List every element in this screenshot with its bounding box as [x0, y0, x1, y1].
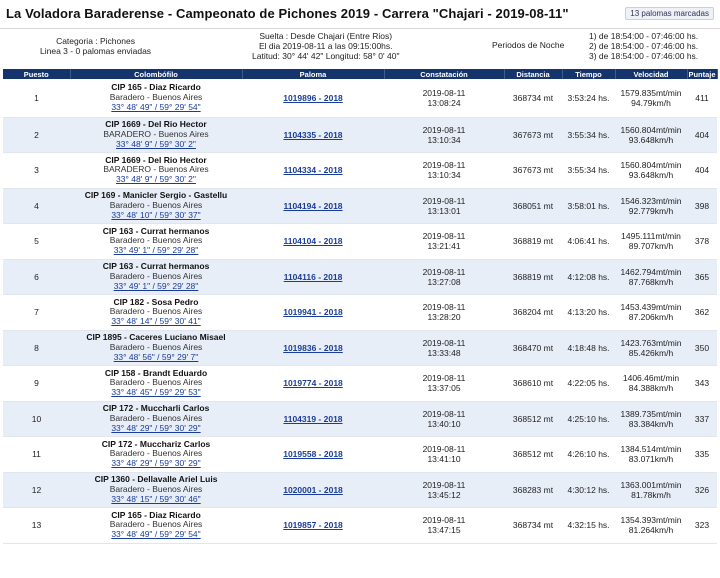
table-row	[3, 259, 717, 295]
speed-mt-min: 1560.804mt/min	[620, 124, 682, 135]
time-cell: 4:26:10 hs.	[562, 437, 615, 473]
column-header-fancier[interactable]: Colombófilo	[70, 69, 242, 79]
arrival-time: 13:47:15	[427, 525, 461, 536]
speed-cell	[615, 401, 687, 437]
speed-km-h: 83.071km/h	[628, 454, 674, 465]
speed-mt-min: 1462.794mt/min	[620, 266, 682, 277]
night-period: 2) de 18:54:00 - 07:46:00 hs.	[589, 41, 699, 51]
column-header-speed[interactable]: Velocidad	[615, 69, 687, 79]
arrival-cell	[384, 153, 504, 189]
fancier-cell	[70, 330, 242, 366]
category-label: Categoria : Pichones	[56, 36, 135, 46]
pigeon-ring-link[interactable]: 1104194 - 2018	[283, 200, 343, 211]
speed-mt-min: 1406.46mt/min	[622, 373, 680, 384]
speed-mt-min: 1579.835mt/min	[620, 87, 682, 98]
fancier-coords-link[interactable]: 33° 48' 29" / 59° 30' 29"	[111, 422, 201, 433]
fancier-location: Baradero - Buenos Aires	[109, 412, 203, 423]
distance-cell: 368283 mt	[504, 472, 562, 508]
fancier-location: Baradero - Buenos Aires	[109, 483, 203, 494]
table-row	[3, 295, 717, 331]
arrival-time: 13:10:34	[427, 134, 461, 145]
fancier-location: Baradero - Buenos Aires	[109, 199, 203, 210]
fancier-name: CIP 1669 - Del Rio Hector	[105, 154, 207, 165]
fancier-coords-link[interactable]: 33° 48' 9" / 59° 30' 2"	[116, 174, 196, 185]
position-cell: 5	[3, 224, 70, 260]
table-row	[3, 437, 717, 473]
fancier-cell	[70, 188, 242, 224]
fancier-location: Baradero - Buenos Aires	[109, 448, 203, 459]
speed-km-h: 81.78km/h	[631, 489, 671, 500]
speed-km-h: 87.206km/h	[628, 312, 674, 323]
position-cell: 7	[3, 295, 70, 331]
points-cell: 411	[687, 79, 717, 117]
speed-mt-min: 1363.001mt/min	[620, 479, 682, 490]
pigeon-cell	[242, 401, 384, 437]
time-cell: 4:32:15 hs.	[562, 508, 615, 544]
points-cell: 365	[687, 259, 717, 295]
fancier-coords-link[interactable]: 33° 48' 29" / 59° 30' 29"	[111, 458, 201, 469]
fancier-coords-link[interactable]: 33° 48' 9" / 59° 30' 2"	[116, 138, 196, 149]
points-cell: 398	[687, 188, 717, 224]
night-periods-list	[589, 31, 698, 61]
position-cell: 1	[3, 79, 70, 117]
table-row	[3, 188, 717, 224]
arrival-date: 2019-08-11	[422, 373, 466, 384]
arrival-date: 2019-08-11	[422, 124, 466, 135]
pigeon-ring-link[interactable]: 1019836 - 2018	[283, 342, 343, 353]
time-cell: 4:22:05 hs.	[562, 366, 615, 402]
arrival-time: 13:10:34	[427, 170, 461, 181]
fancier-location: Baradero - Buenos Aires	[109, 377, 203, 388]
points-cell: 350	[687, 330, 717, 366]
table-row	[3, 79, 717, 117]
time-cell: 3:53:24 hs.	[562, 79, 615, 117]
speed-mt-min: 1453.439mt/min	[620, 302, 682, 313]
fancier-cell	[70, 259, 242, 295]
arrival-cell	[384, 188, 504, 224]
points-cell: 326	[687, 472, 717, 508]
column-header-distance[interactable]: Distancia	[504, 69, 562, 79]
arrival-time: 13:33:48	[427, 347, 461, 358]
time-cell: 4:13:20 hs.	[562, 295, 615, 331]
fancier-cell	[70, 224, 242, 260]
table-row	[3, 330, 717, 366]
arrival-date: 2019-08-11	[422, 160, 466, 171]
fancier-location: Baradero - Buenos Aires	[109, 306, 203, 317]
fancier-cell	[70, 508, 242, 544]
marked-count-badge[interactable]: 13 palomas marcadas	[625, 7, 714, 20]
column-header-time[interactable]: Tiempo	[562, 69, 615, 79]
fancier-name: CIP 1669 - Del Rio Hector	[105, 119, 207, 130]
night-periods-label: Periodos de Noche	[492, 40, 565, 50]
distance-cell: 367673 mt	[504, 153, 562, 189]
position-cell: 9	[3, 366, 70, 402]
speed-mt-min: 1423.763mt/min	[620, 337, 682, 348]
fancier-cell	[70, 472, 242, 508]
speed-cell	[615, 472, 687, 508]
arrival-date: 2019-08-11	[422, 302, 466, 313]
pigeon-cell	[242, 153, 384, 189]
speed-mt-min: 1384.514mt/min	[620, 444, 682, 455]
arrival-cell	[384, 295, 504, 331]
distance-cell: 368051 mt	[504, 188, 562, 224]
fancier-location: BARADERO - Buenos Aires	[103, 128, 209, 139]
speed-km-h: 87.768km/h	[628, 276, 674, 287]
release-coords: Latitud: 30° 44' 42" Longitud: 58° 0' 40"	[252, 51, 400, 61]
table-row	[3, 224, 717, 260]
arrival-cell	[384, 366, 504, 402]
distance-cell: 368610 mt	[504, 366, 562, 402]
page-title: La Voladora Baraderense - Campeonato de Pichones 2019 - Carrera "Chajari - 2019-08-11"	[6, 6, 569, 21]
fancier-name: CIP 158 - Brandt Eduardo	[104, 367, 208, 378]
pigeon-cell	[242, 508, 384, 544]
fancier-name: CIP 163 - Currat hermanos	[102, 261, 210, 272]
table-header-row	[3, 69, 717, 79]
pigeon-cell	[242, 259, 384, 295]
fancier-cell	[70, 153, 242, 189]
distance-cell: 368734 mt	[504, 508, 562, 544]
fancier-name: CIP 172 - Mucchariz Carlos	[101, 438, 211, 449]
speed-km-h: 81.264km/h	[628, 525, 674, 536]
pigeon-ring-link[interactable]: 1104319 - 2018	[283, 413, 343, 424]
points-cell: 343	[687, 366, 717, 402]
fancier-coords-link[interactable]: 33° 48' 15" / 59° 30' 46"	[111, 493, 201, 504]
time-cell: 3:55:34 hs.	[562, 153, 615, 189]
table-row	[3, 153, 717, 189]
arrival-cell	[384, 401, 504, 437]
arrival-cell	[384, 437, 504, 473]
speed-cell	[615, 437, 687, 473]
release-date: El dia 2019-08-11 a las 09:15:00hs.	[258, 41, 393, 51]
arrival-cell	[384, 117, 504, 153]
pigeon-cell	[242, 330, 384, 366]
time-cell: 4:18:48 hs.	[562, 330, 615, 366]
speed-cell	[615, 79, 687, 117]
position-cell: 6	[3, 259, 70, 295]
time-cell: 4:06:41 hs.	[562, 224, 615, 260]
distance-cell: 367673 mt	[504, 117, 562, 153]
column-header-points[interactable]: Puntaje	[688, 69, 716, 79]
speed-mt-min: 1354.393mt/min	[620, 515, 682, 526]
fancier-name: CIP 172 - Muccharli Carlos	[102, 403, 210, 414]
time-cell: 4:30:12 hs.	[562, 472, 615, 508]
arrival-time: 13:27:08	[427, 276, 461, 287]
fancier-cell	[70, 295, 242, 331]
fancier-name: CIP 165 - Diaz Ricardo	[111, 509, 201, 520]
pigeon-ring-link[interactable]: 1019896 - 2018	[283, 92, 343, 103]
arrival-time: 13:41:10	[427, 454, 461, 465]
points-cell: 323	[687, 508, 717, 544]
line-label: Linea 3 - 0 palomas enviadas	[40, 46, 152, 56]
speed-km-h: 89.707km/h	[628, 241, 674, 252]
speed-cell	[615, 330, 687, 366]
table-row	[3, 472, 717, 508]
speed-km-h: 83.384km/h	[628, 418, 674, 429]
pigeon-cell	[242, 472, 384, 508]
fancier-name: CIP 169 - Manicler Sergio - Gastellu	[84, 190, 228, 201]
fancier-location: Baradero - Buenos Aires	[109, 341, 203, 352]
fancier-name: CIP 1360 - Dellavalle Ariel Luis	[94, 474, 218, 485]
position-cell: 13	[3, 508, 70, 544]
position-cell: 4	[3, 188, 70, 224]
fancier-coords-link[interactable]: 33° 48' 45" / 59° 29' 53"	[111, 387, 201, 398]
pigeon-cell	[242, 437, 384, 473]
pigeon-cell	[242, 188, 384, 224]
fancier-coords-link[interactable]: 33° 48' 14" / 59° 30' 41"	[111, 316, 201, 327]
speed-cell	[615, 295, 687, 331]
column-header-pigeon[interactable]: Paloma	[242, 69, 384, 79]
fancier-coords-link[interactable]: 33° 49' 1" / 59° 29' 28"	[113, 280, 199, 291]
pigeon-ring-link[interactable]: 1104334 - 2018	[283, 165, 343, 176]
fancier-coords-link[interactable]: 33° 48' 49" / 59° 29' 54"	[111, 529, 201, 540]
column-header-position[interactable]: Puesto	[3, 69, 70, 79]
distance-cell: 368734 mt	[504, 79, 562, 117]
pigeon-ring-link[interactable]: 1019857 - 2018	[283, 520, 343, 531]
position-cell: 10	[3, 401, 70, 437]
pigeon-ring-link[interactable]: 1104335 - 2018	[283, 129, 343, 140]
distance-cell: 368470 mt	[504, 330, 562, 366]
arrival-time: 13:08:24	[427, 97, 461, 108]
arrival-time: 13:45:12	[427, 489, 461, 500]
arrival-date: 2019-08-11	[422, 195, 466, 206]
arrival-cell	[384, 79, 504, 117]
fancier-name: CIP 165 - Diaz Ricardo	[111, 82, 201, 93]
speed-km-h: 93.648km/h	[628, 134, 674, 145]
speed-km-h: 84.388km/h	[628, 383, 674, 394]
arrival-time: 13:13:01	[427, 205, 461, 216]
speed-cell	[615, 153, 687, 189]
fancier-location: Baradero - Buenos Aires	[109, 519, 203, 530]
night-period: 1) de 18:54:00 - 07:46:00 hs.	[589, 31, 699, 41]
fancier-cell	[70, 366, 242, 402]
table-row	[3, 401, 717, 437]
speed-mt-min: 1546.323mt/min	[620, 195, 682, 206]
release-info	[252, 31, 399, 61]
fancier-location: Baradero - Buenos Aires	[109, 91, 203, 102]
pigeon-ring-link[interactable]: 1019774 - 2018	[283, 378, 343, 389]
position-cell: 11	[3, 437, 70, 473]
arrival-date: 2019-08-11	[422, 266, 466, 277]
speed-mt-min: 1560.804mt/min	[620, 160, 682, 171]
speed-cell	[615, 366, 687, 402]
arrival-date: 2019-08-11	[422, 444, 466, 455]
arrival-time: 13:37:05	[427, 383, 461, 394]
fancier-coords-link[interactable]: 33° 48' 10" / 59° 30' 37"	[111, 209, 201, 220]
pigeon-cell	[242, 224, 384, 260]
pigeon-cell	[242, 79, 384, 117]
speed-mt-min: 1495.111mt/min	[621, 231, 681, 242]
night-period: 3) de 18:54:00 - 07:46:00 hs.	[589, 51, 699, 61]
arrival-date: 2019-08-11	[422, 479, 466, 490]
speed-cell	[615, 508, 687, 544]
fancier-name: CIP 163 - Currat hermanos	[102, 225, 210, 236]
arrival-date: 2019-08-11	[422, 231, 466, 242]
position-cell: 12	[3, 472, 70, 508]
fancier-cell	[70, 79, 242, 117]
distance-cell: 368512 mt	[504, 437, 562, 473]
arrival-cell	[384, 259, 504, 295]
points-cell: 404	[687, 117, 717, 153]
race-info	[0, 28, 720, 66]
speed-km-h: 92.779km/h	[628, 205, 674, 216]
time-cell: 4:25:10 hs.	[562, 401, 615, 437]
arrival-time: 13:21:41	[427, 241, 461, 252]
arrival-date: 2019-08-11	[422, 87, 466, 98]
page-header	[0, 0, 720, 29]
arrival-date: 2019-08-11	[422, 408, 466, 419]
arrival-cell	[384, 330, 504, 366]
speed-km-h: 85.426km/h	[628, 347, 674, 358]
speed-cell	[615, 188, 687, 224]
position-cell: 2	[3, 117, 70, 153]
fancier-cell	[70, 401, 242, 437]
pigeon-ring-link[interactable]: 1104104 - 2018	[283, 236, 343, 247]
distance-cell: 368819 mt	[504, 224, 562, 260]
table-row	[3, 508, 717, 544]
points-cell: 378	[687, 224, 717, 260]
speed-cell	[615, 224, 687, 260]
fancier-cell	[70, 117, 242, 153]
arrival-cell	[384, 508, 504, 544]
time-cell: 3:55:34 hs.	[562, 117, 615, 153]
time-cell: 4:12:08 hs.	[562, 259, 615, 295]
column-header-arrival[interactable]: Constatación	[384, 69, 504, 79]
position-cell: 3	[3, 153, 70, 189]
speed-km-h: 94.79km/h	[631, 97, 671, 108]
results-body	[3, 79, 717, 543]
points-cell: 337	[687, 401, 717, 437]
fancier-name: CIP 182 - Sosa Pedro	[113, 296, 199, 307]
arrival-cell	[384, 224, 504, 260]
fancier-name: CIP 1895 - Caceres Luciano Misael	[86, 332, 226, 343]
arrival-date: 2019-08-11	[422, 515, 466, 526]
arrival-time: 13:40:10	[427, 418, 461, 429]
table-row	[3, 117, 717, 153]
fancier-location: Baradero - Buenos Aires	[109, 270, 203, 281]
pigeon-ring-link[interactable]: 1019558 - 2018	[283, 449, 343, 460]
arrival-cell	[384, 472, 504, 508]
points-cell: 335	[687, 437, 717, 473]
pigeon-ring-link[interactable]: 1019941 - 2018	[283, 307, 343, 318]
category-info	[40, 36, 151, 56]
points-cell: 404	[687, 153, 717, 189]
pigeon-ring-link[interactable]: 1020001 - 2018	[283, 484, 343, 495]
time-cell: 3:58:01 hs.	[562, 188, 615, 224]
distance-cell: 368512 mt	[504, 401, 562, 437]
speed-mt-min: 1389.735mt/min	[620, 408, 682, 419]
fancier-coords-link[interactable]: 33° 48' 49" / 59° 29' 54"	[111, 101, 201, 112]
points-cell: 362	[687, 295, 717, 331]
arrival-time: 13:28:20	[427, 312, 461, 323]
table-row	[3, 366, 717, 402]
distance-cell: 368204 mt	[504, 295, 562, 331]
fancier-coords-link[interactable]: 33° 49' 1" / 59° 29' 28"	[113, 245, 199, 256]
release-place: Suelta : Desde Chajari (Entre Rios)	[259, 31, 393, 41]
fancier-coords-link[interactable]: 33° 48' 56" / 59° 29' 7"	[113, 351, 199, 362]
fancier-cell	[70, 437, 242, 473]
fancier-location: BARADERO - Buenos Aires	[103, 164, 209, 175]
pigeon-cell	[242, 295, 384, 331]
results-table	[3, 69, 718, 544]
pigeon-ring-link[interactable]: 1104116 - 2018	[283, 271, 343, 282]
position-cell: 8	[3, 330, 70, 366]
speed-km-h: 93.648km/h	[628, 170, 674, 181]
pigeon-cell	[242, 366, 384, 402]
speed-cell	[615, 117, 687, 153]
fancier-location: Baradero - Buenos Aires	[109, 235, 203, 246]
speed-cell	[615, 259, 687, 295]
arrival-date: 2019-08-11	[422, 337, 466, 348]
pigeon-cell	[242, 117, 384, 153]
distance-cell: 368819 mt	[504, 259, 562, 295]
